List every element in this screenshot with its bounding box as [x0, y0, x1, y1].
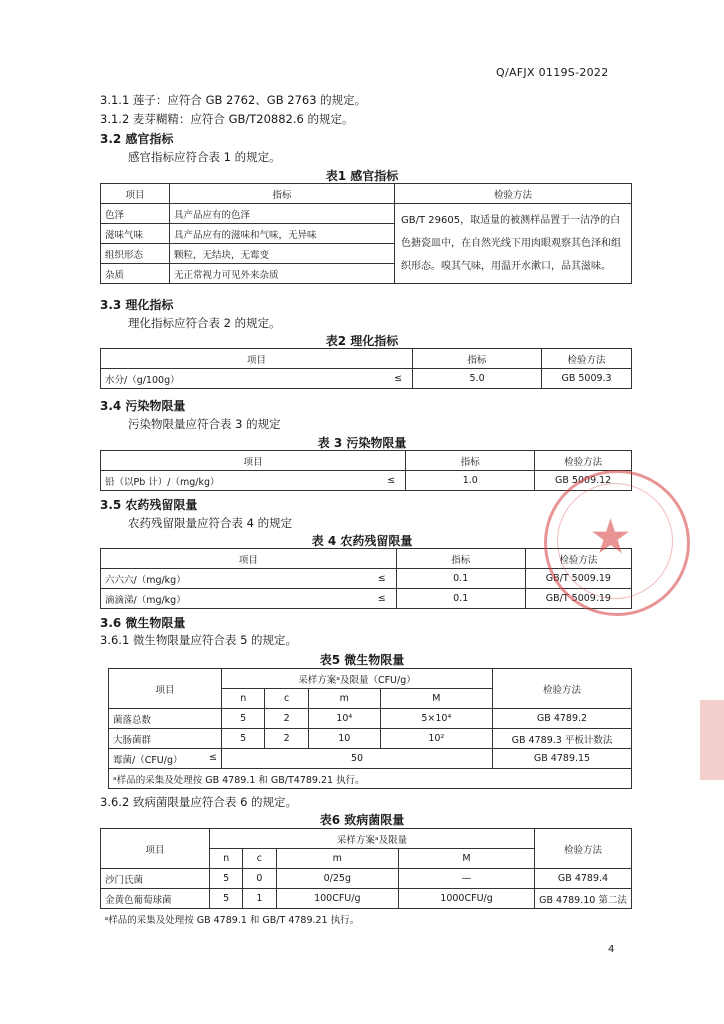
section-3-4-heading: 3.4 污染物限量: [100, 399, 186, 413]
table6-item: 金黄色葡萄球菌: [101, 889, 210, 909]
table-row: [109, 749, 632, 769]
table5-header-method: 检验方法: [493, 669, 632, 709]
table2-value: 5.0: [413, 369, 542, 389]
table5-mold-item: [109, 749, 222, 769]
table-row: [101, 869, 632, 889]
star-icon: ★: [589, 509, 633, 565]
sensory-table: [100, 183, 632, 284]
table5-sub-M: M: [380, 689, 492, 709]
table4-operator: ≤: [368, 569, 397, 589]
table5-header-item: 项目: [109, 669, 222, 709]
table6-method: GB 4789.10 第二法: [535, 889, 632, 909]
table6-header-plan: 采样方案ᵃ及限量: [210, 829, 535, 849]
table4-method: GB/T 5009.19: [525, 569, 631, 589]
table5-note: ᵃ样品的采集及处理按 GB 4789.1 和 GB/T4789.21 执行。: [109, 769, 632, 789]
table-row: [101, 589, 632, 609]
page-number: 4: [608, 944, 615, 955]
table4-caption: 表 4 农药残留限量: [311, 534, 413, 548]
table5-n: 5: [222, 729, 265, 749]
table5-item: 菌落总数: [109, 709, 222, 729]
table1-indicator: 具产品应有的滋味和气味，无异味: [170, 224, 395, 244]
seal-fragment: [700, 700, 724, 780]
table4-method: GB/T 5009.19: [525, 589, 631, 609]
contaminant-table: [100, 450, 632, 491]
table6-sub-c: c: [243, 849, 276, 869]
company-seal: [544, 470, 690, 616]
table4-operator: ≤: [368, 589, 397, 609]
table3-header-indicator: 指标: [406, 451, 535, 471]
table3-value: 1.0: [406, 471, 535, 491]
table2-caption: 表2 理化指标: [325, 334, 399, 348]
table2-operator: ≤: [384, 369, 413, 389]
table6-m: 0/25g: [276, 869, 399, 889]
table5-mold-method: GB 4789.15: [493, 749, 632, 769]
table6-M: 1000CFU/g: [399, 889, 535, 909]
table-row: [101, 369, 632, 389]
section-3-3-text: 理化指标应符合表 2 的规定。: [128, 316, 281, 330]
table5-c: 2: [265, 729, 308, 749]
pathogen-table: [100, 828, 632, 928]
table3-method: GB 5009.12: [535, 471, 632, 491]
table5-method: GB 4789.2: [493, 709, 632, 729]
table5-method: GB 4789.3 平板计数法: [493, 729, 632, 749]
table-row: [101, 889, 632, 909]
section-3-5-heading: 3.5 农药残留限量: [100, 498, 198, 512]
table2-header-item: 项目: [101, 349, 413, 369]
table5-caption: 表5 微生物限量: [319, 653, 405, 667]
table1-header-method: 检验方法: [395, 184, 632, 204]
table3-caption: 表 3 污染物限量: [317, 436, 407, 450]
table5-n: 5: [222, 709, 265, 729]
table1-method: GB/T 29605，取适量的被测样品置于一洁净的白色搪瓷皿中，在自然光线下用肉眼观察其色泽和组织形态。嗅其气味，用温开水漱口，品其滋味。: [395, 204, 632, 284]
table5-m: 10: [308, 729, 380, 749]
table3-header-method: 检验方法: [535, 451, 632, 471]
table4-item: 六六六/（mg/kg）: [101, 569, 368, 589]
table1-item: 滋味气味: [101, 224, 170, 244]
table6-method: GB 4789.4: [535, 869, 632, 889]
section-3-2-text: 感官指标应符合表 1 的规定。: [128, 150, 281, 164]
clause-3-1-1: 3.1.1 莲子：应符合 GB 2762、GB 2763 的规定。: [100, 93, 367, 107]
table6-sub-n: n: [210, 849, 243, 869]
table1-caption: 表1 感官指标: [325, 169, 399, 183]
table5-item: 大肠菌群: [109, 729, 222, 749]
table-row: [101, 471, 632, 491]
table6-caption: 表6 致病菌限量: [319, 813, 405, 827]
table2-method: GB 5009.3: [542, 369, 632, 389]
table5-sub-m: m: [308, 689, 380, 709]
clause-3-6-2: 3.6.2 致病菌限量应符合表 6 的规定。: [100, 795, 298, 809]
table-row: [101, 204, 632, 224]
table6-m: 100CFU/g: [276, 889, 399, 909]
table2-item: 水分/（g/100g）: [101, 369, 385, 389]
table5-header-plan: 采样方案ᵃ及限量（CFU/g）: [222, 669, 493, 689]
table6-n: 5: [210, 889, 243, 909]
table5-c: 2: [265, 709, 308, 729]
table6-c: 0: [243, 869, 276, 889]
table1-item: 组织形态: [101, 244, 170, 264]
table1-item: 色泽: [101, 204, 170, 224]
table4-header-item: 项目: [101, 549, 397, 569]
table6-item: 沙门氏菌: [101, 869, 210, 889]
table4-header-indicator: 指标: [396, 549, 525, 569]
clause-3-1-2: 3.1.2 麦芽糊精：应符合 GB/T20882.6 的规定。: [100, 112, 354, 126]
table1-indicator: 具产品应有的色泽: [170, 204, 395, 224]
table1-header-item: 项目: [101, 184, 170, 204]
table-row: [109, 729, 632, 749]
section-3-6-heading: 3.6 微生物限量: [100, 616, 186, 630]
table2-header-indicator: 指标: [413, 349, 542, 369]
table5-m: 10⁴: [308, 709, 380, 729]
section-3-5-text: 农药残留限量应符合表 4 的规定: [128, 516, 293, 530]
table6-note: ᵃ样品的采集及处理按 GB 4789.1 和 GB/T 4789.21 执行。: [101, 909, 632, 929]
table1-item: 杂质: [101, 264, 170, 284]
section-3-3-heading: 3.3 理化指标: [100, 298, 174, 312]
document-code: Q/AFJX 0119S-2022: [496, 66, 609, 79]
clause-3-6-1: 3.6.1 微生物限量应符合表 5 的规定。: [100, 633, 298, 647]
table5-sub-n: n: [222, 689, 265, 709]
table1-indicator: 颗粒，无结块，无霉变: [170, 244, 395, 264]
table6-n: 5: [210, 869, 243, 889]
table5-mold-operator: ≤: [209, 751, 217, 763]
table-row: [109, 709, 632, 729]
table5-M: 5×10⁴: [380, 709, 492, 729]
table2-header-method: 检验方法: [542, 349, 632, 369]
table6-header-item: 项目: [101, 829, 210, 869]
table6-c: 1: [243, 889, 276, 909]
section-3-2-heading: 3.2 感官指标: [100, 132, 174, 146]
table1-indicator: 无正常视力可见外来杂质: [170, 264, 395, 284]
microbe-table: [108, 668, 632, 789]
table3-operator: ≤: [377, 471, 406, 491]
table5-mold-value: 50: [222, 749, 493, 769]
table3-item: 铅（以Pb 计）/（mg/kg）: [101, 471, 378, 491]
table6-sub-M: M: [399, 849, 535, 869]
physchem-table: [100, 348, 632, 389]
table4-value: 0.1: [396, 569, 525, 589]
table5-M: 10²: [380, 729, 492, 749]
table6-M: —: [399, 869, 535, 889]
table4-value: 0.1: [396, 589, 525, 609]
table6-sub-m: m: [276, 849, 399, 869]
table4-item: 滴滴涕/（mg/kg）: [101, 589, 368, 609]
table5-sub-c: c: [265, 689, 308, 709]
table3-header-item: 项目: [101, 451, 406, 471]
table6-header-method: 检验方法: [535, 829, 632, 869]
section-3-4-text: 污染物限量应符合表 3 的规定: [128, 417, 281, 431]
table5-mold-label: 霉菌/（CFU/g）: [113, 754, 183, 766]
table4-header-method: 检验方法: [525, 549, 631, 569]
table1-header-indicator: 指标: [170, 184, 395, 204]
